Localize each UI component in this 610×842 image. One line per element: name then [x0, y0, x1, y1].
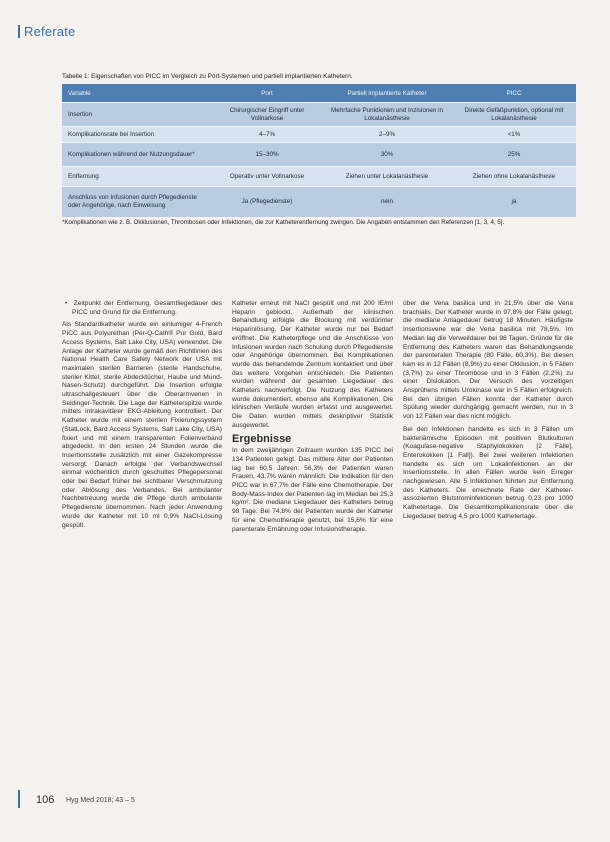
cell-partial: 2–9% [322, 127, 452, 143]
table-header-row [62, 84, 576, 103]
row-label: Komplikationsrate bei Insertion [62, 127, 212, 143]
section-title: Referate [24, 24, 76, 39]
row-label: Entfernung [62, 167, 212, 187]
table-row [62, 167, 576, 187]
list-item-text: Zeitpunkt der Entfernung, Gesamtliegedauer des PICC und Grund für die Entfernung. [72, 300, 222, 316]
footer-marker [18, 790, 20, 808]
column-header: PICC [452, 84, 576, 103]
comparison-table-block [62, 72, 576, 227]
cell-port: 15–30% [212, 143, 322, 167]
cell-port: Operativ unter Vollnarkose [212, 167, 322, 187]
page-number: 106 [36, 794, 55, 806]
cell-port: 4–7% [212, 127, 322, 143]
table-footnote: *Komplikationen wie z. B. Okklusionen, Thrombosen oder Infektionen, die zur Katheterentfernung zwingen. Die Angaben entstammen den Referenzen [1, 3, 4, 5]. [62, 218, 505, 226]
cell-partial: 30% [322, 143, 452, 167]
section-header [18, 24, 75, 39]
cell-port: Chirurgischer Eingriff unter Vollnarkose [212, 103, 322, 127]
cell-partial: nein [322, 187, 452, 217]
column-header: Port [212, 84, 322, 103]
cell-picc: ja [452, 187, 576, 217]
list-item: • Zeitpunkt der Entfernung, Gesamtliegedauer des PICC und Grund für die Entfernung. [65, 300, 222, 316]
body-paragraph: Bei den Infektionen handelte es sich in 3 Fällen um bakteriämische Episoden mit positiven Blutkulturen (Koagulase-negative Staphylokokken [2 Fälle], Enterokokken [1 Fall]). Bei zwei weiteren Infektionen handelte es sich um Lokalinfektionen an der Insertionsstelle. In allen Fällen wurde kein Erreger nachgewiesen. Alle 5 Infektionen führten zur Entfernung des Katheters. Die errechnete Rate der Katheter-assoziierten Blutstrominfektionen betrug 0,23 pro 1000 Kathetertage. Die Gesamtkomplikationsrate über die Liegedauer betrug 4,5 pro 1000 Kathetertage. [403, 425, 573, 520]
cell-partial: Ziehen unter Lokalanästhesie [322, 167, 452, 187]
cell-port: Ja (Pflegedienste) [212, 187, 322, 217]
section-marker [18, 25, 20, 38]
body-paragraph: über die Vena basilica und in 21,5% über die Vena brachialis. Der Katheter wurde in 97,8% der Fälle gelegt, die mediane Anlagedauer betrug 18 Minuten. Häufigste Insertionsvene war die Vena basilica mit 78,5%. Im Median lag die Verweildauer bei 98 Tagen. Gründe für die Entfernung des Katheters waren das Behandlungsende der parenteralen Therapie (80 Fälle, 60,3%). Bei diesen kam es in 12 Fällen (8,9%) zu einer Okklusion, in 5 Fällen (3,7%) zu einer Thrombose und in 3 Fällen (2,2%) zu einer Dislokation. Der Versuch des vorzeitigen Ansprühens mittels Urokinase war in 5 Fällen erfolgreich. Bei den übrigen Fällen konnte der Katheter durch Spülung wieder durchgängig gemacht werden, nur in 3 von 12 Fällen war dies nicht möglich. [403, 300, 573, 421]
table-row [62, 103, 576, 127]
table-caption: Tabelle 1: Eigenschaften von PICC im Vergleich zu Port-Systemen und partiell implantierten Kathetern. [62, 73, 353, 80]
table-row [62, 127, 576, 143]
table-row [62, 143, 576, 167]
row-label: Anschluss von Infusionen durch Pflegedienste oder Angehörige, nach Einweisung [62, 187, 212, 217]
table-row [62, 187, 576, 217]
row-label: Insertion [62, 103, 212, 127]
row-label: Komplikationen während der Nutzungsdauer* [62, 143, 212, 167]
text-column-1 [62, 300, 222, 534]
section-heading: Ergebnisse [232, 432, 292, 445]
body-paragraph: In dem zweijährigen Zeitraum wurden 135 PICC bei 134 Patienten gelegt. Das mittlere Alter der Patienten lag bei 60,5 Jahren. 56,3% der Patienten waren Frauen, 43,7% waren männlich. Die Indikation für den PICC war in 67,7% der Fälle eine Chemotherapie. Der Body-Mass-Index der Patienten lag im Median bei 25,3 kg/m². Die mediane Liegedauer des Katheters betrug 98 Tage. Bei 74,8% der Patienten wurde der Katheter für eine Chemotherapie genutzt, bei 15,6% für eine parenterale Ernährung oder Infusionstherapie. [232, 447, 393, 533]
column-header: Variable [62, 84, 212, 103]
text-column-2 [232, 300, 393, 538]
cell-picc: 25% [452, 143, 576, 167]
column-header: Partiell implantierte Katheter [322, 84, 452, 103]
text-column-3 [403, 300, 573, 526]
body-paragraph: Als Standardkatheter wurde ein einlumiger 4-French PICC aus Polyurethan (Per-Q-Cath® Pur Gold, Bard Access Systems, Salt Lake City, USA) verwendet. Die Anlage der Katheter wurde gemäß den Richtlinien des National Health Care Safety Network der USA mit maximalen sterilen Barrieren (sterile Handschuhe, steriler Kittel, sterile Abdecktücher, Haube und Mund-Nasen-Schutz) durchgeführt. Die Insertion erfolgte ultraschallgesteuert über die Oberarmvenen in Seldinger-Technik. Die Lage der Katheterspitze wurde mittels intrakavitärer EKG-Ableitung kontrolliert. Der Katheter wurde mit einem sterilen Fixierungssystem (StatLock, Bard Access Systems, Salt Lake City, USA) fixiert und mit einem transparenten Folienverband abgedeckt. In den ersten 24 Stunden wurde die Insertionsstelle zusätzlich mit einer Gazekompresse versorgt. Danach erfolgte der Verbandswechsel einmal wöchentlich durch geschultes Pflegepersonal oder bei Bedarf früher bei sichtbarer Verschmutzung oder Ablösung des Verbandes. Bei ambulanter Nachbetreuung wurde die Pflege durch ambulante Pflegedienste übernommen. Nach jeder Anwendung wurde der Katheter mit 10 ml 0,9% NaCl-Lösung gespült. [62, 321, 222, 529]
cell-picc: <1% [452, 127, 576, 143]
cell-picc: Ziehen ohne Lokalanästhesie [452, 167, 576, 187]
cell-partial: Mehrfache Punktionen und Inzisionen in Lokalanästhesie [322, 103, 452, 127]
journal-reference: Hyg Med 2018; 43 – 5 [66, 797, 135, 804]
cell-picc: Direkte Gefäßpunktion, optional mit Lokalanästhesie [452, 103, 576, 127]
comparison-table [62, 84, 576, 217]
body-paragraph: Katheter erneut mit NaCl gespült und mit 200 IE/ml Heparin geblockt. Außerhalb der klinischen Behandlung erfolgte die Blockung mit verdünnter Heparinlösung. Der Katheter wurde nur bei Bedarf eröffnet. Die Katheterpflege und die Anschlüsse von Infusionen wurden nach Schulung durch Pflegedienste oder Angehörige übernommen. Bei Komplikationen wurde das behandelnde Zentrum kontaktiert und über das weitere Vorgehen entschieden. Die Patienten wurden während der gesamten Liegedauer des Katheters nachverfolgt. Die Nutzung des Katheters wurde dokumentiert, ebenso alle Komplikationen. Die klinischen Verläufe wurden erfasst und ausgewertet. Die Daten wurden mittels deskriptiver Statistik ausgewertet. [232, 300, 393, 429]
